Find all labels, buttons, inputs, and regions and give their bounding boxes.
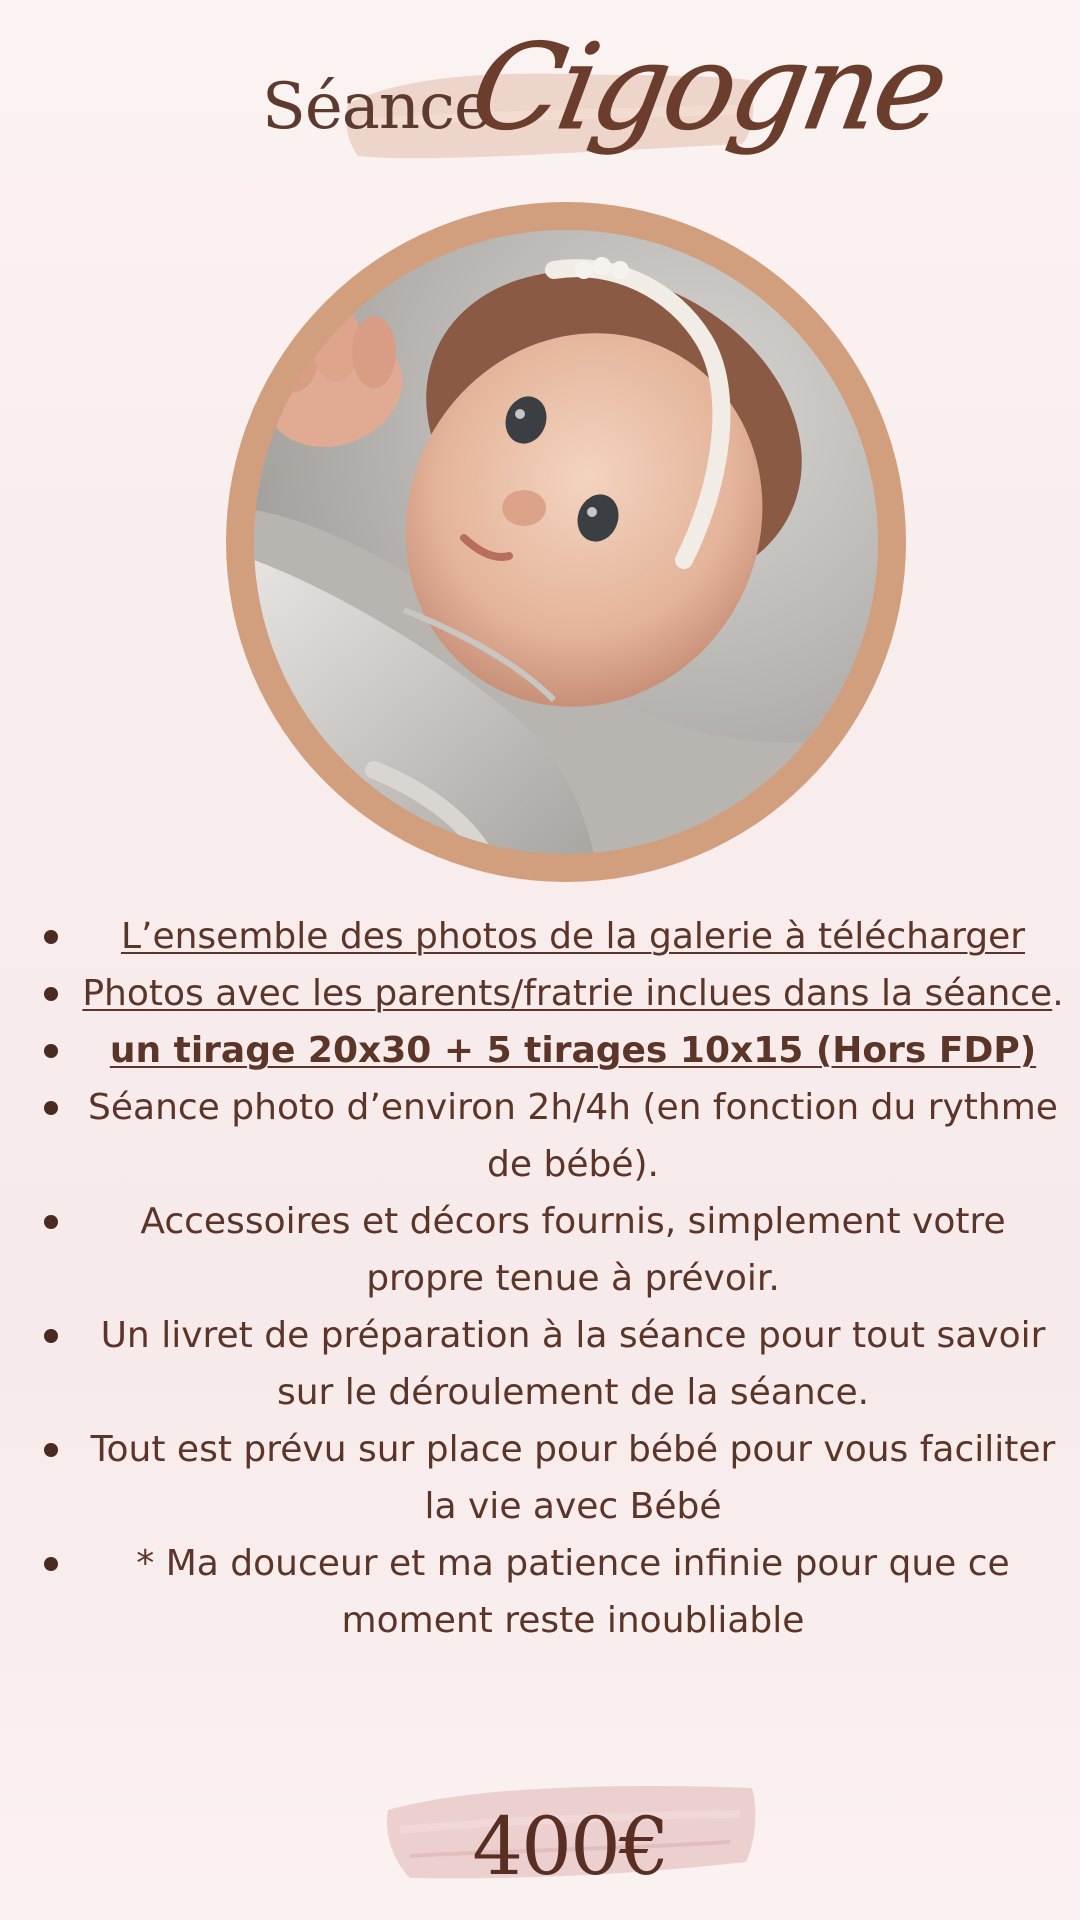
feature-text: un tirage 20x30 + 5 tirages 10x15 (Hors FDP) xyxy=(109,1030,1037,1071)
bullet-icon xyxy=(44,1557,58,1571)
bullet-icon xyxy=(44,1101,58,1115)
features-list xyxy=(28,908,1068,1649)
list-item xyxy=(28,1193,1068,1307)
list-item xyxy=(28,1307,1068,1421)
bullet-icon xyxy=(44,1044,58,1058)
bullet-icon xyxy=(44,1329,58,1343)
feature-text: Tout est prévu sur place pour bébé pour vous faciliter la vie avec Bébé xyxy=(90,1429,1056,1527)
feature-text: Un livret de préparation à la séance pour tout savoir sur le déroulement de la séance. xyxy=(100,1315,1046,1413)
feature-suffix: . xyxy=(1052,973,1064,1014)
header xyxy=(0,0,1080,200)
price-label: 400€ xyxy=(472,1800,668,1893)
feature-text: L’ensemble des photos de la galerie à télécharger xyxy=(120,916,1026,957)
bullet-icon xyxy=(44,930,58,944)
list-item xyxy=(28,1421,1068,1535)
title-serif-word: Séance xyxy=(262,70,491,144)
bullet-icon xyxy=(44,1215,58,1229)
title-script-word: Cigogne xyxy=(461,18,955,156)
feature-text: * Ma douceur et ma patience infinie pour que ce moment reste inoubliable xyxy=(136,1543,1010,1641)
newborn-photo-illustration xyxy=(254,230,878,854)
bullet-icon xyxy=(44,987,58,1001)
bullet-icon xyxy=(44,1443,58,1457)
newborn-photo xyxy=(254,230,878,854)
feature-text: Accessoires et décors fournis, simplement votre propre tenue à prévoir. xyxy=(140,1201,1006,1299)
list-item xyxy=(28,908,1068,965)
list-item xyxy=(28,1079,1068,1193)
list-item xyxy=(28,1535,1068,1649)
list-item xyxy=(28,965,1068,1022)
list-item xyxy=(28,1022,1068,1079)
feature-text: Photos avec les parents/fratrie inclues dans la séance xyxy=(82,973,1053,1014)
feature-text: Séance photo d’environ 2h/4h (en fonction du rythme de bébé). xyxy=(88,1087,1058,1185)
